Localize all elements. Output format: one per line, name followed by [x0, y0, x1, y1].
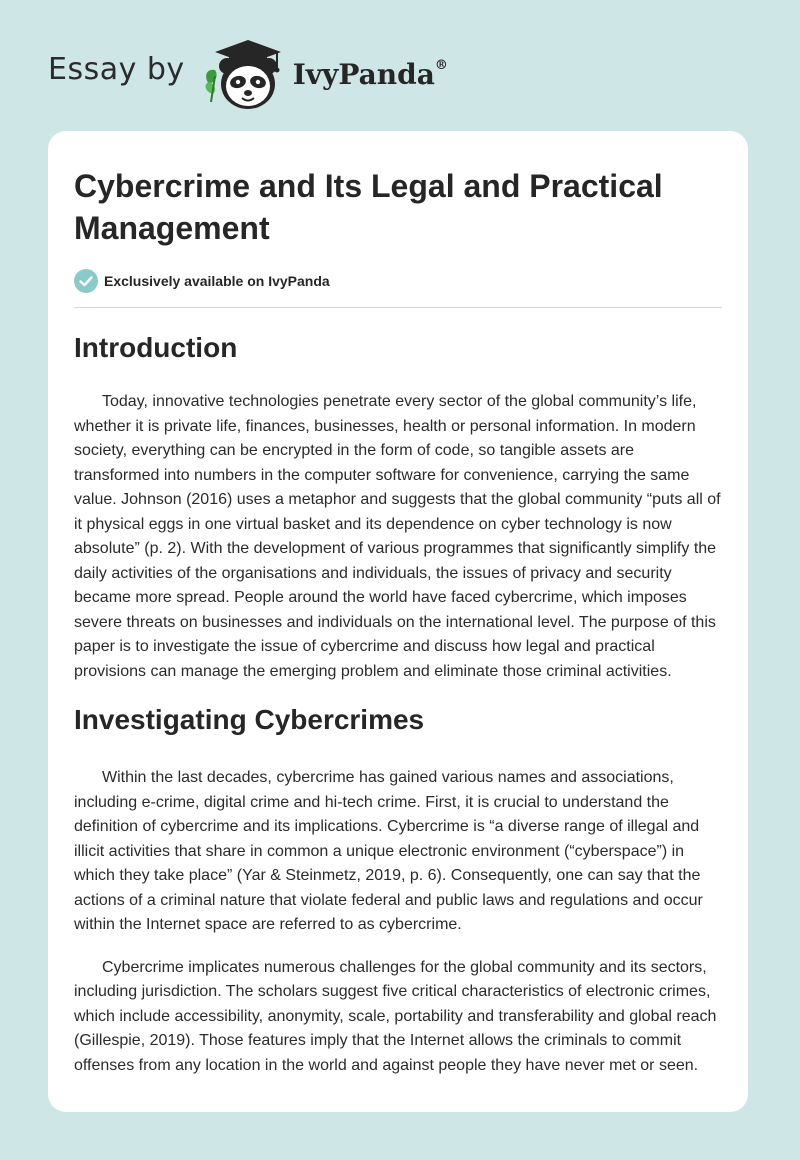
- divider: [74, 307, 722, 308]
- page-title: Cybercrime and Its Legal and Practical Management: [74, 168, 663, 246]
- paragraph: Within the last decades, cybercrime has gained various names and associations, including e-crime, digital crime and hi-tech crime. First, it is crucial to understand the definition of cybercrime and its implications. Cybercrime is “a diverse range of illegal and illicit activities that share in common a unique electronic environment (“cyberspace”) in which they take place” (Yar & Steinmetz, 2019, p. 6). Consequently, one can say that the actions of a criminal nature that violate federal and public laws and regulations and occur within the Internet space are referred to as cybercrime.: [74, 769, 703, 933]
- section-heading-investigating-cybercrimes: Investigating Cybercrimes: [74, 704, 425, 735]
- paragraph: Cybercrime implicates numerous challenges for the global community and its sectors, including jurisdiction. The scholars suggest five critical characteristics of electronic crimes, which include accessibility, anonymity, scale, portability and transferability and global reach (Gillespie, 2019). Those features imply that the Internet allows the criminals to commit offenses from any location in the world and against people they have never met or seen.: [74, 958, 717, 1074]
- essay-card: [48, 131, 748, 1112]
- exclusive-badge: [74, 267, 722, 295]
- panda-graduate-icon[interactable]: [199, 32, 291, 112]
- check-circle-icon: [74, 269, 98, 293]
- section-heading-introduction: Introduction: [74, 332, 238, 363]
- paragraph: Today, innovative technologies penetrate every sector of the global community’s life, whether it is private life, finances, businesses, health or personal information. In modern society, everything can be encrypted in the form of code, so tangible assets are transformed into numbers in the computer software for convenience, carrying the same value. Johnson (2016) uses a metaphor and suggests that the global community “puts all of it physical eggs in one virtual basket and its dependence on cyber technology is now absolute” (p. 2). With the development of various programmes that significantly simplify the daily activities of the organisations and individuals, the issues of privacy and security became more spread. People around the world have faced cybercrime, which imposes severe threats on businesses and individuals on the international level. The purpose of this paper is to investigate the issue of cybercrime and discuss how legal and practical provisions can manage the emerging problem and eliminate those criminal activities.: [74, 393, 721, 680]
- exclusive-label: Exclusively available on IvyPanda: [104, 273, 330, 289]
- brand-prefix: Essay by: [48, 51, 185, 87]
- brand-name: IvyPanda®: [292, 57, 448, 91]
- brand-header: [48, 32, 448, 112]
